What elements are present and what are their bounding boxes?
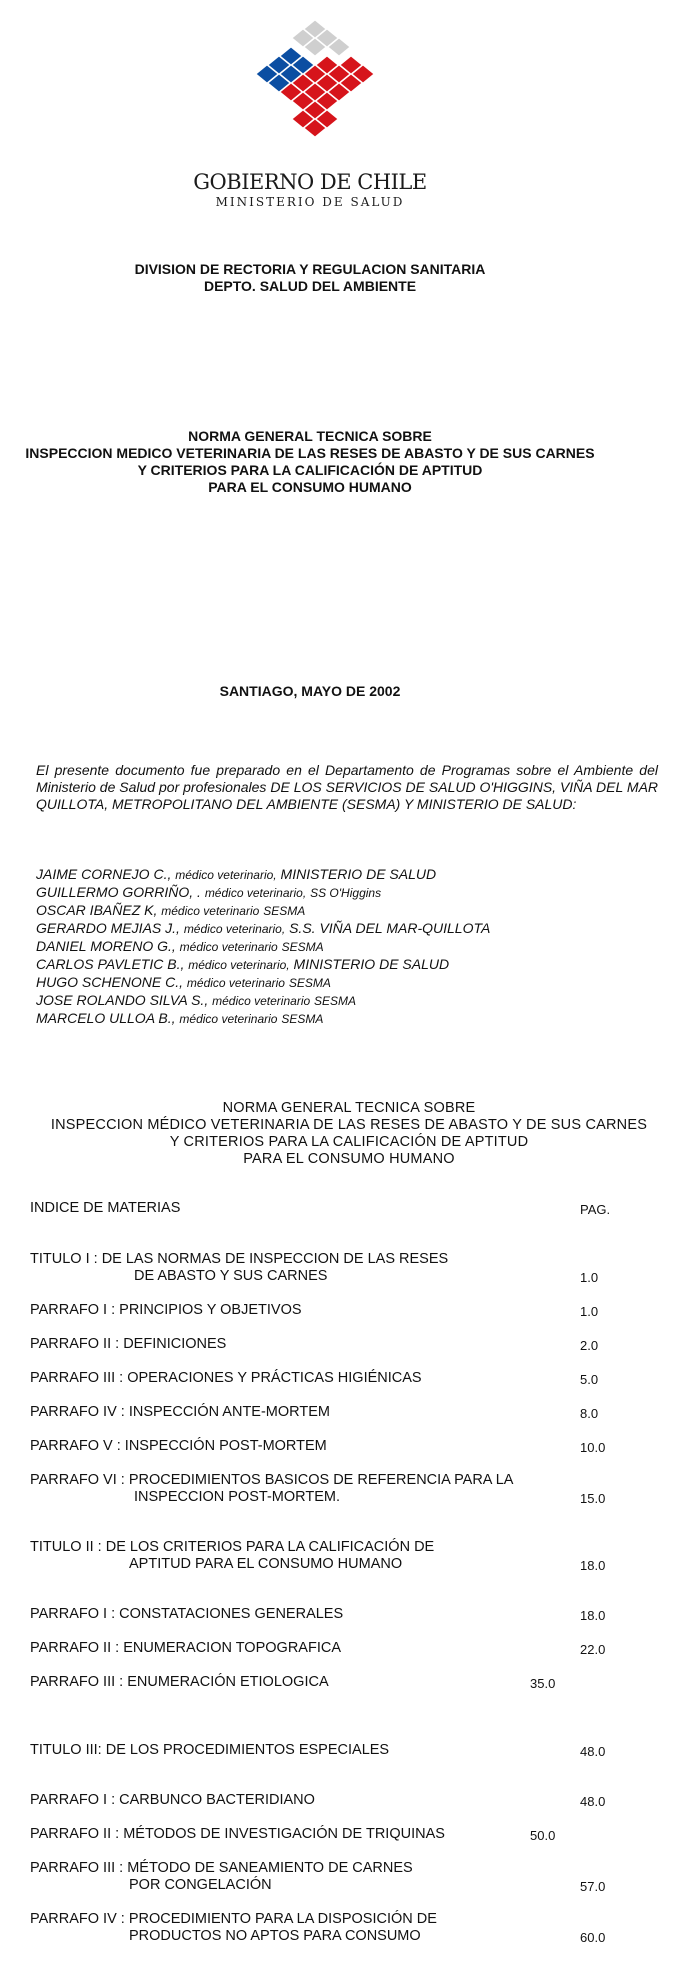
author-item: JOSE ROLANDO SILVA S., médico veterinario SESMA <box>36 992 357 1008</box>
toc-entry-title: TITULO II : DE LOS CRITERIOS PARA LA CALIFICACIÓN DE <box>30 1539 435 1555</box>
toc-entry-subtitle: APTITUD PARA EL CONSUMO HUMANO <box>129 1556 403 1572</box>
toc-entry-subtitle: POR CONGELACIÓN <box>129 1877 272 1893</box>
toc-entry-page: 15.0 <box>580 1491 606 1506</box>
department-name: DEPTO. SALUD DEL AMBIENTE <box>203 278 417 294</box>
toc-page-heading: PAG. <box>580 1202 611 1217</box>
second-title-line-3: Y CRITERIOS PARA LA CALIFICACIÓN DE APTITUD <box>169 1134 529 1150</box>
government-name: GOBIERNO DE CHILE <box>193 170 427 194</box>
toc-entry-subtitle: PRODUCTOS NO APTOS PARA CONSUMO <box>129 1928 421 1944</box>
toc-entry-subtitle: INSPECCION POST-MORTEM. <box>134 1489 340 1505</box>
toc-entry-page: 57.0 <box>580 1879 606 1894</box>
second-title-line-4: PARA EL CONSUMO HUMANO <box>243 1151 455 1167</box>
toc-entry-page: 10.0 <box>580 1440 606 1455</box>
toc-entry-title: PARRAFO I : CARBUNCO BACTERIDIANO <box>30 1792 315 1808</box>
toc-entry-page: 2.0 <box>580 1338 599 1353</box>
toc-entry-page: 8.0 <box>580 1406 599 1421</box>
intro-part-1: El presente documento fue preparado en el Departamento de Programas sobre el Ambiente del Ministerio de Salud por profesionales <box>36 762 658 795</box>
toc-entry-page: 1.0 <box>580 1304 599 1319</box>
second-title <box>0 1100 698 1168</box>
toc-entry-subtitle: DE ABASTO Y SUS CARNES <box>134 1268 328 1284</box>
author-item: OSCAR IBAÑEZ K, médico veterinario SESMA <box>36 902 306 918</box>
author-item: MARCELO ULLOA B., médico veterinario SESMA <box>36 1010 324 1026</box>
toc-entry-title: PARRAFO III : ENUMERACIÓN ETIOLOGICA <box>30 1674 329 1690</box>
author-item: GUILLERMO GORRIÑO, . médico veterinario, SS O'Higgins <box>36 884 382 900</box>
author-item: DANIEL MORENO G., médico veterinario SESMA <box>36 938 324 954</box>
toc-entry-title: TITULO III: DE LOS PROCEDIMIENTOS ESPECIALES <box>30 1742 390 1758</box>
toc-entry-title: PARRAFO III : OPERACIONES Y PRÁCTICAS HIGIÉNICAS <box>30 1370 422 1386</box>
author-item: CARLOS PAVLETIC B., médico veterinario, MINISTERIO DE SALUD <box>36 956 450 972</box>
toc-entry-page: 18.0 <box>580 1608 606 1623</box>
toc-entry-page: 5.0 <box>580 1372 599 1387</box>
title-line-1: NORMA GENERAL TECNICA SOBRE <box>188 428 432 444</box>
toc-entry-title: PARRAFO II : ENUMERACION TOPOGRAFICA <box>30 1640 341 1656</box>
toc-entry-page: 35.0 <box>530 1676 556 1691</box>
ministry-name: MINISTERIO DE SALUD <box>215 195 405 209</box>
toc-entry-title: PARRAFO VI : PROCEDIMIENTOS BASICOS DE REFERENCIA PARA LA <box>30 1472 514 1488</box>
toc-entry-page: 50.0 <box>530 1828 556 1843</box>
author-item: JAIME CORNEJO C., médico veterinario, MINISTERIO DE SALUD <box>36 866 437 882</box>
second-title-line-1: NORMA GENERAL TECNICA SOBRE <box>222 1100 476 1116</box>
author-item: HUGO SCHENONE C., médico veterinario SESMA <box>36 974 331 990</box>
author-item: GERARDO MEJIAS J., médico veterinario, S.S. VIÑA DEL MAR-QUILLOTA <box>36 920 491 936</box>
toc-entry-page: 48.0 <box>580 1794 606 1809</box>
toc-entry-title: PARRAFO III : MÉTODO DE SANEAMIENTO DE CARNES <box>30 1860 413 1876</box>
authors-list <box>36 866 656 1028</box>
toc-entry-page: 18.0 <box>580 1558 606 1573</box>
title-line-2: INSPECCION MEDICO VETERINARIA DE LAS RESES DE ABASTO Y DE SUS CARNES <box>25 445 595 461</box>
logo-gray-cubes <box>292 20 350 56</box>
toc-entry-page: 48.0 <box>580 1744 606 1759</box>
toc-entry-title: PARRAFO IV : PROCEDIMIENTO PARA LA DISPOSICIÓN DE <box>30 1911 437 1927</box>
title-line-3: Y CRITERIOS PARA LA CALIFICACIÓN DE APTITUD <box>137 462 483 478</box>
gobierno-chile-logo <box>244 20 386 154</box>
place-date: SANTIAGO, MAYO DE 2002 <box>219 683 401 699</box>
intro-part-2: DE LOS SERVICIOS DE SALUD O'HIGGINS, VIÑA DEL MAR QUILLOTA, METROPOLITANO DEL AMBIENTE (SESMA) Y MINISTERIO DE SALUD: <box>36 779 659 812</box>
toc-entry-page: 1.0 <box>580 1270 599 1285</box>
intro-paragraph <box>36 762 658 813</box>
division-name: DIVISION DE RECTORIA Y REGULACION SANITARIA <box>134 261 486 277</box>
toc-entry-title: TITULO I : DE LAS NORMAS DE INSPECCION DE LAS RESES <box>30 1251 449 1267</box>
toc-entry-title: PARRAFO II : MÉTODOS DE INVESTIGACIÓN DE TRIQUINAS <box>30 1826 445 1842</box>
toc-entry-page: 60.0 <box>580 1930 606 1945</box>
toc-entry-title: PARRAFO II : DEFINICIONES <box>30 1336 227 1352</box>
toc-entry-title: PARRAFO I : CONSTATACIONES GENERALES <box>30 1606 344 1622</box>
toc-entry-title: PARRAFO V : INSPECCIÓN POST-MORTEM <box>30 1438 327 1454</box>
title-line-4: PARA EL CONSUMO HUMANO <box>208 479 412 495</box>
toc-heading: INDICE DE MATERIAS <box>30 1200 181 1216</box>
toc-entry-title: PARRAFO IV : INSPECCIÓN ANTE-MORTEM <box>30 1404 330 1420</box>
toc-entry-page: 22.0 <box>580 1642 606 1657</box>
second-title-line-2: INSPECCION MÉDICO VETERINARIA DE LAS RESES DE ABASTO Y DE SUS CARNES <box>50 1117 648 1133</box>
toc-entry-title: PARRAFO I : PRINCIPIOS Y OBJETIVOS <box>30 1302 302 1318</box>
